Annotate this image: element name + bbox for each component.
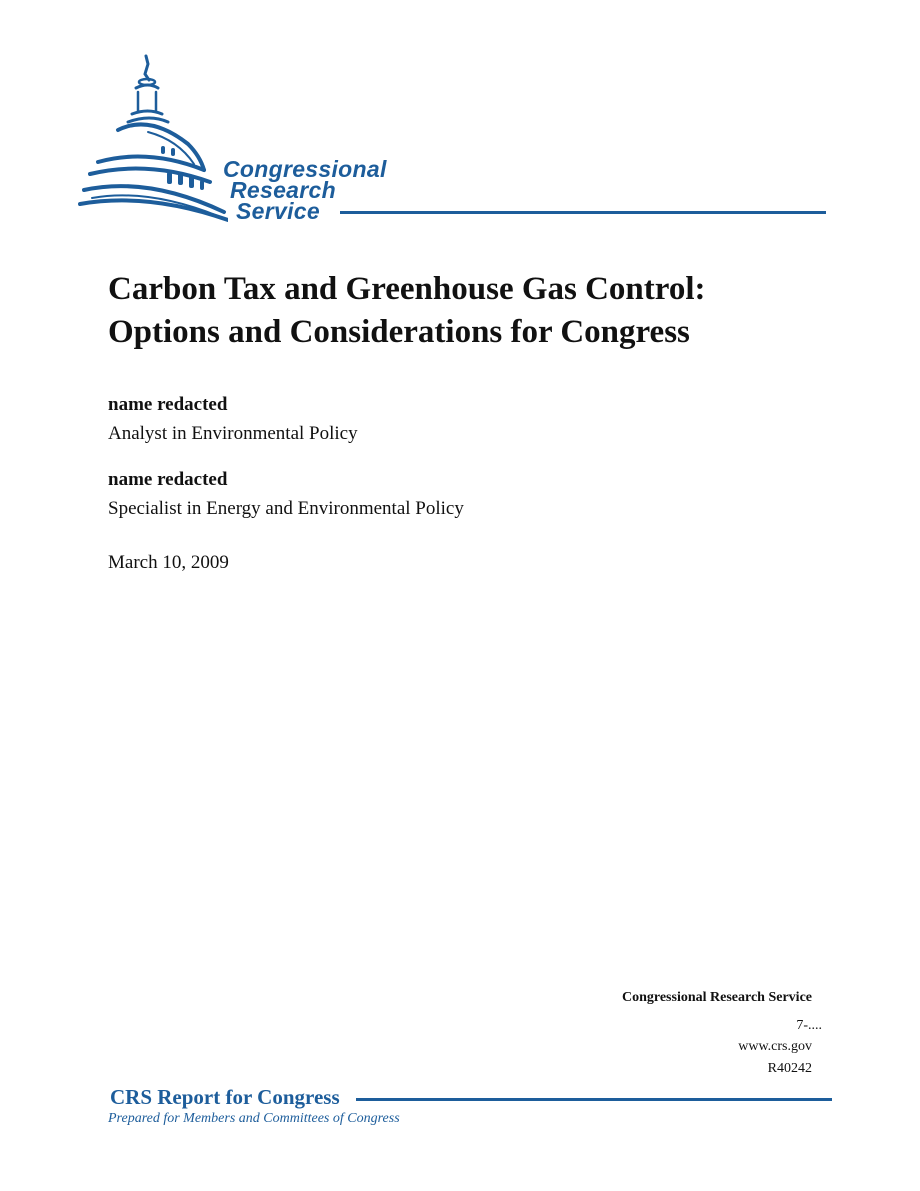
- logo-text-research: Research: [230, 177, 336, 203]
- footer-rule: [356, 1098, 832, 1101]
- report-number: R40242: [767, 1061, 812, 1076]
- author-1-role: Analyst in Environmental Policy: [108, 423, 358, 444]
- author-1-name: name redacted: [108, 394, 228, 415]
- report-date: March 10, 2009: [108, 552, 229, 573]
- logo-rule: [340, 211, 826, 214]
- footer-subtitle: Prepared for Members and Committees of Congress: [108, 1111, 400, 1126]
- author-2-role: Specialist in Energy and Environmental Policy: [108, 498, 464, 519]
- logo-text-congressional: Congressional: [223, 156, 387, 182]
- crs-logo: [78, 52, 838, 232]
- publisher-url[interactable]: www.crs.gov: [738, 1039, 812, 1054]
- publisher-org: Congressional Research Service: [621, 990, 812, 1005]
- publisher-code: 7-....: [796, 1018, 822, 1033]
- capitol-dome-icon: [78, 52, 228, 232]
- author-2-name: name redacted: [108, 469, 228, 490]
- logo-text-service: Service: [236, 198, 320, 224]
- title-line-2: Options and Considerations for Congress: [108, 314, 690, 350]
- title-line-1: Carbon Tax and Greenhouse Gas Control:: [108, 271, 706, 307]
- footer-title: CRS Report for Congress: [110, 1085, 340, 1109]
- page-title: [108, 268, 848, 354]
